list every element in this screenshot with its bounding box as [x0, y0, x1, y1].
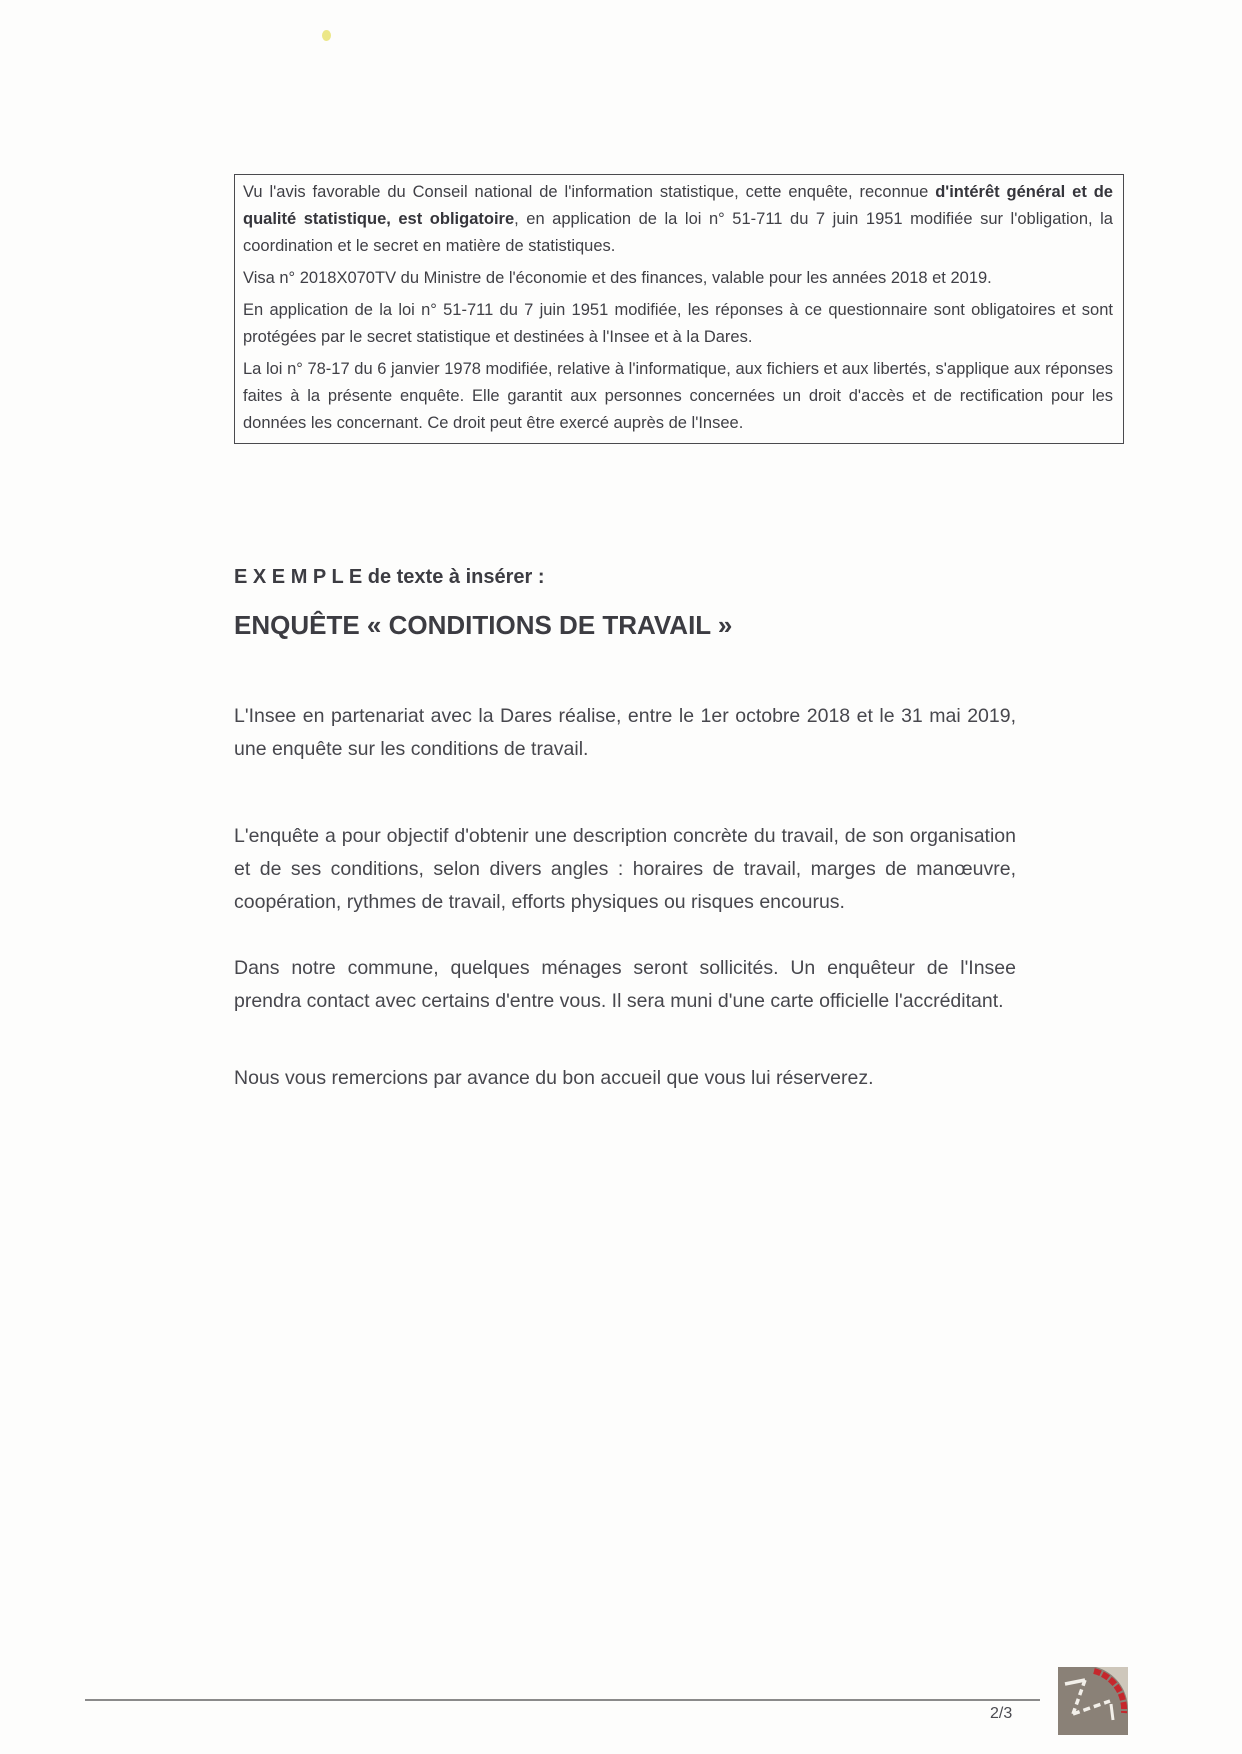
body-paragraph-intro: L'Insee en partenariat avec la Dares réalise, entre le 1er octobre 2018 et le 31 mai 2019, une enquête sur les conditions de travail. — [234, 705, 1016, 760]
body-paragraph-thanks: Nous vous remercions par avance du bon accueil que vous lui réserverez. — [234, 1067, 874, 1089]
insee-logo-graphic — [1058, 1667, 1128, 1735]
example-heading: E X E M P L E de texte à insérer : — [234, 566, 545, 588]
footer-divider — [85, 1699, 1040, 1701]
legal-notice-box — [234, 174, 1124, 444]
legal-paragraph-1 — [243, 179, 1113, 260]
scan-artifact — [322, 30, 331, 41]
page-number: 2/3 — [990, 1705, 1013, 1722]
legal-paragraph-1-text: Vu l'avis favorable du Conseil national de l'information statistique, cette enquête, reconnue — [243, 183, 936, 201]
legal-paragraph-4: La loi n° 78-17 du 6 janvier 1978 modifiée, relative à l'informatique, aux fichiers et aux libertés, s'applique aux réponses faites à la présente enquête. Elle garantit aux personnes concernées un droit d'accès et de rectification pour les données les concernant. Ce droit peut être exercé auprès de l'Insee. — [243, 360, 1113, 432]
legal-paragraph-2: Visa n° 2018X070TV du Ministre de l'économie et des finances, valable pour les années 2018 et 2019. — [243, 269, 992, 287]
body-paragraph-objective: L'enquête a pour objectif d'obtenir une description concrète du travail, de son organisation et de ses conditions, selon divers angles : horaires de travail, marges de manœuvre, coopération, rythmes de travail, efforts physiques ou risques encourus. — [234, 825, 1016, 913]
insee-logo — [1058, 1667, 1128, 1735]
body-paragraph-commune: Dans notre commune, quelques ménages seront sollicités. Un enquêteur de l'Insee prendra contact avec certains d'entre vous. Il sera muni d'une carte officielle l'accréditant. — [234, 957, 1016, 1012]
survey-title: ENQUÊTE « CONDITIONS DE TRAVAIL » — [234, 610, 733, 640]
legal-paragraph-1-bold: d'intérêt général et de qualité statistique, est obligatoire — [243, 183, 1113, 228]
legal-paragraph-3: En application de la loi n° 51-711 du 7 juin 1951 modifiée, les réponses à ce questionnaire sont obligatoires et sont protégées par le secret statistique et destinées à l'Insee et à la Dares. — [243, 301, 1113, 346]
legal-paragraph-1-text-end: , en application de la loi n° 51-711 du 7 juin 1951 modifiée sur l'obligation, la coordination et le secret en matière de statistiques. — [243, 210, 1113, 255]
